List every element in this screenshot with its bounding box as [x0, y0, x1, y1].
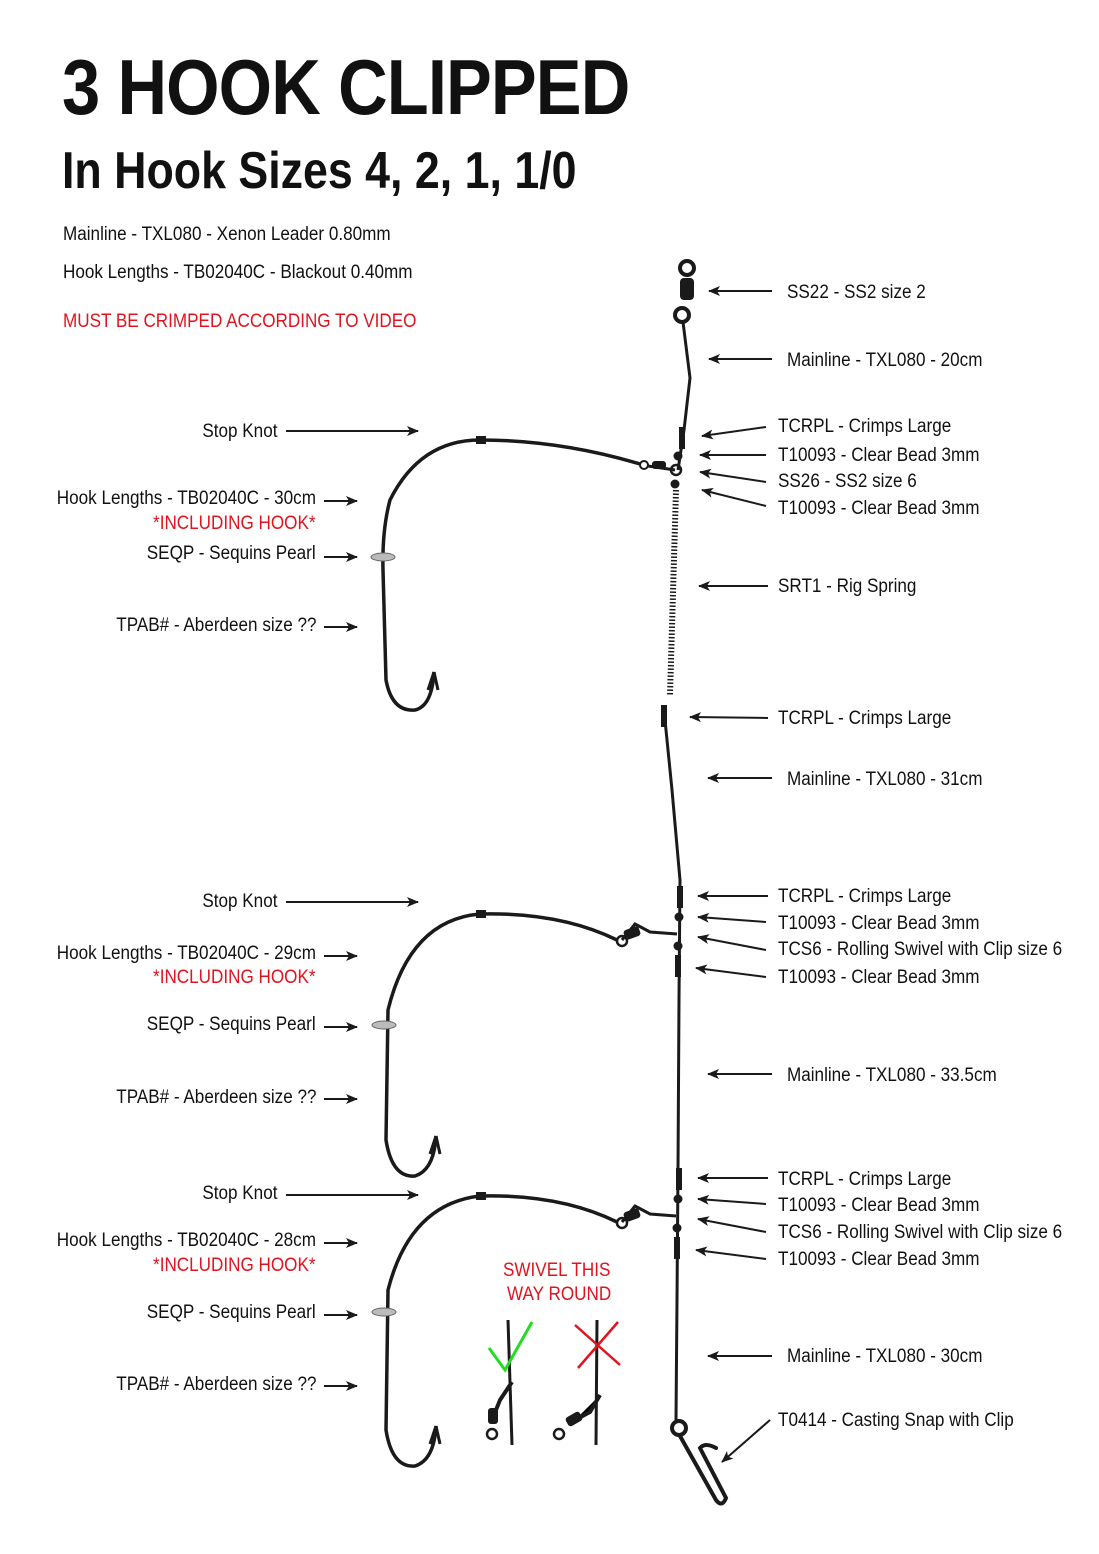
label-tcs6: TCS6 - Rolling Swivel with Clip size 6: [778, 1222, 1063, 1243]
label-rig-spring: SRT1 - Rig Spring: [778, 576, 917, 597]
bead-2a: [675, 913, 684, 922]
label-crimp: TCRPL - Crimps Large: [778, 886, 952, 907]
label-bead: T10093 - Clear Bead 3mm: [778, 913, 980, 934]
label-mainline-31cm: Mainline - TXL080 - 31cm: [787, 769, 983, 790]
crimp-1: [679, 427, 685, 449]
label-crimp: TCRPL - Crimps Large: [778, 708, 952, 729]
stop-knot-2: [476, 910, 486, 918]
label-hook: TPAB# - Aberdeen size ??: [115, 1087, 316, 1108]
label-sequins: SEQP - Sequins Pearl: [147, 1302, 316, 1323]
label-stop-knot: Stop Knot: [201, 891, 277, 912]
crimp-warning: MUST BE CRIMPED ACCORDING TO VIDEO: [63, 311, 417, 332]
sequin-3: [372, 1308, 396, 1316]
page-subtitle: In Hook Sizes 4, 2, 1, 1/0: [62, 142, 577, 200]
bead-2b: [674, 942, 683, 951]
label-mainline-30cm: Mainline - TXL080 - 30cm: [787, 1346, 983, 1367]
label-stop-knot: Stop Knot: [201, 1183, 277, 1204]
label-bead: T10093 - Clear Bead 3mm: [778, 498, 980, 519]
label-bead: T10093 - Clear Bead 3mm: [778, 967, 980, 988]
label-including-hook: *INCLUDING HOOK*: [153, 967, 316, 988]
label-crimp: TCRPL - Crimps Large: [778, 1169, 952, 1190]
bead-3a: [674, 1195, 683, 1204]
label-including-hook: *INCLUDING HOOK*: [153, 513, 316, 534]
label-hook-length: Hook Lengths - TB02040C - 29cm: [56, 943, 316, 964]
casting-snap-icon: [672, 1421, 726, 1504]
stop-knot-3: [476, 1192, 486, 1200]
crimp-2: [661, 705, 667, 727]
bead-1b: [671, 480, 680, 489]
label-hook-length: Hook Lengths - TB02040C - 30cm: [56, 488, 316, 509]
label-casting-snap: T0414 - Casting Snap with Clip: [778, 1410, 1014, 1431]
right-arrows: [690, 291, 772, 1462]
mainline-segment-2: [664, 710, 680, 1420]
label-including-hook: *INCLUDING HOOK*: [153, 1255, 316, 1276]
sequin-2: [372, 1021, 396, 1029]
label-crimp: TCRPL - Crimps Large: [778, 416, 952, 437]
crimp-6: [674, 1237, 680, 1259]
label-ss22: SS22 - SS2 size 2: [787, 282, 926, 303]
hook-lengths-info: Hook Lengths - TB02040C - Blackout 0.40mm: [63, 262, 413, 283]
bead-3b: [673, 1224, 682, 1233]
bead-1a: [674, 452, 683, 461]
page-title: 3 HOOK CLIPPED: [62, 43, 630, 131]
check-icon: [489, 1322, 532, 1370]
rig-spring: [670, 490, 676, 695]
stop-knot-1: [476, 436, 486, 444]
label-sequins: SEQP - Sequins Pearl: [147, 543, 316, 564]
correct-orientation-example: [487, 1320, 532, 1445]
label-bead: T10093 - Clear Bead 3mm: [778, 445, 980, 466]
crimp-5: [676, 1168, 682, 1190]
label-hook: TPAB# - Aberdeen size ??: [115, 1374, 316, 1395]
crimp-3: [677, 886, 683, 908]
label-hook: TPAB# - Aberdeen size ??: [115, 615, 316, 636]
top-swivel-icon: [675, 261, 694, 322]
swivel-note-line2: WAY ROUND: [507, 1284, 612, 1305]
sequin-1: [371, 553, 395, 561]
hook-2-assembly: [372, 910, 677, 1176]
label-ss26: SS26 - SS2 size 6: [778, 471, 917, 492]
label-mainline-20cm: Mainline - TXL080 - 20cm: [787, 350, 983, 371]
label-stop-knot: Stop Knot: [201, 421, 277, 442]
label-bead: T10093 - Clear Bead 3mm: [778, 1249, 980, 1270]
swivel-note-line1: SWIVEL THIS: [503, 1260, 611, 1281]
mainline-info: Mainline - TXL080 - Xenon Leader 0.80mm: [63, 224, 391, 245]
crimp-4: [675, 955, 681, 977]
wrong-orientation-example: [554, 1320, 620, 1445]
hook-3-assembly: [372, 1192, 676, 1466]
label-mainline-33-5cm: Mainline - TXL080 - 33.5cm: [787, 1065, 997, 1086]
label-hook-length: Hook Lengths - TB02040C - 28cm: [56, 1230, 316, 1251]
label-tcs6: TCS6 - Rolling Swivel with Clip size 6: [778, 939, 1063, 960]
label-bead: T10093 - Clear Bead 3mm: [778, 1195, 980, 1216]
hook-1-assembly: [371, 436, 675, 710]
label-sequins: SEQP - Sequins Pearl: [147, 1014, 316, 1035]
